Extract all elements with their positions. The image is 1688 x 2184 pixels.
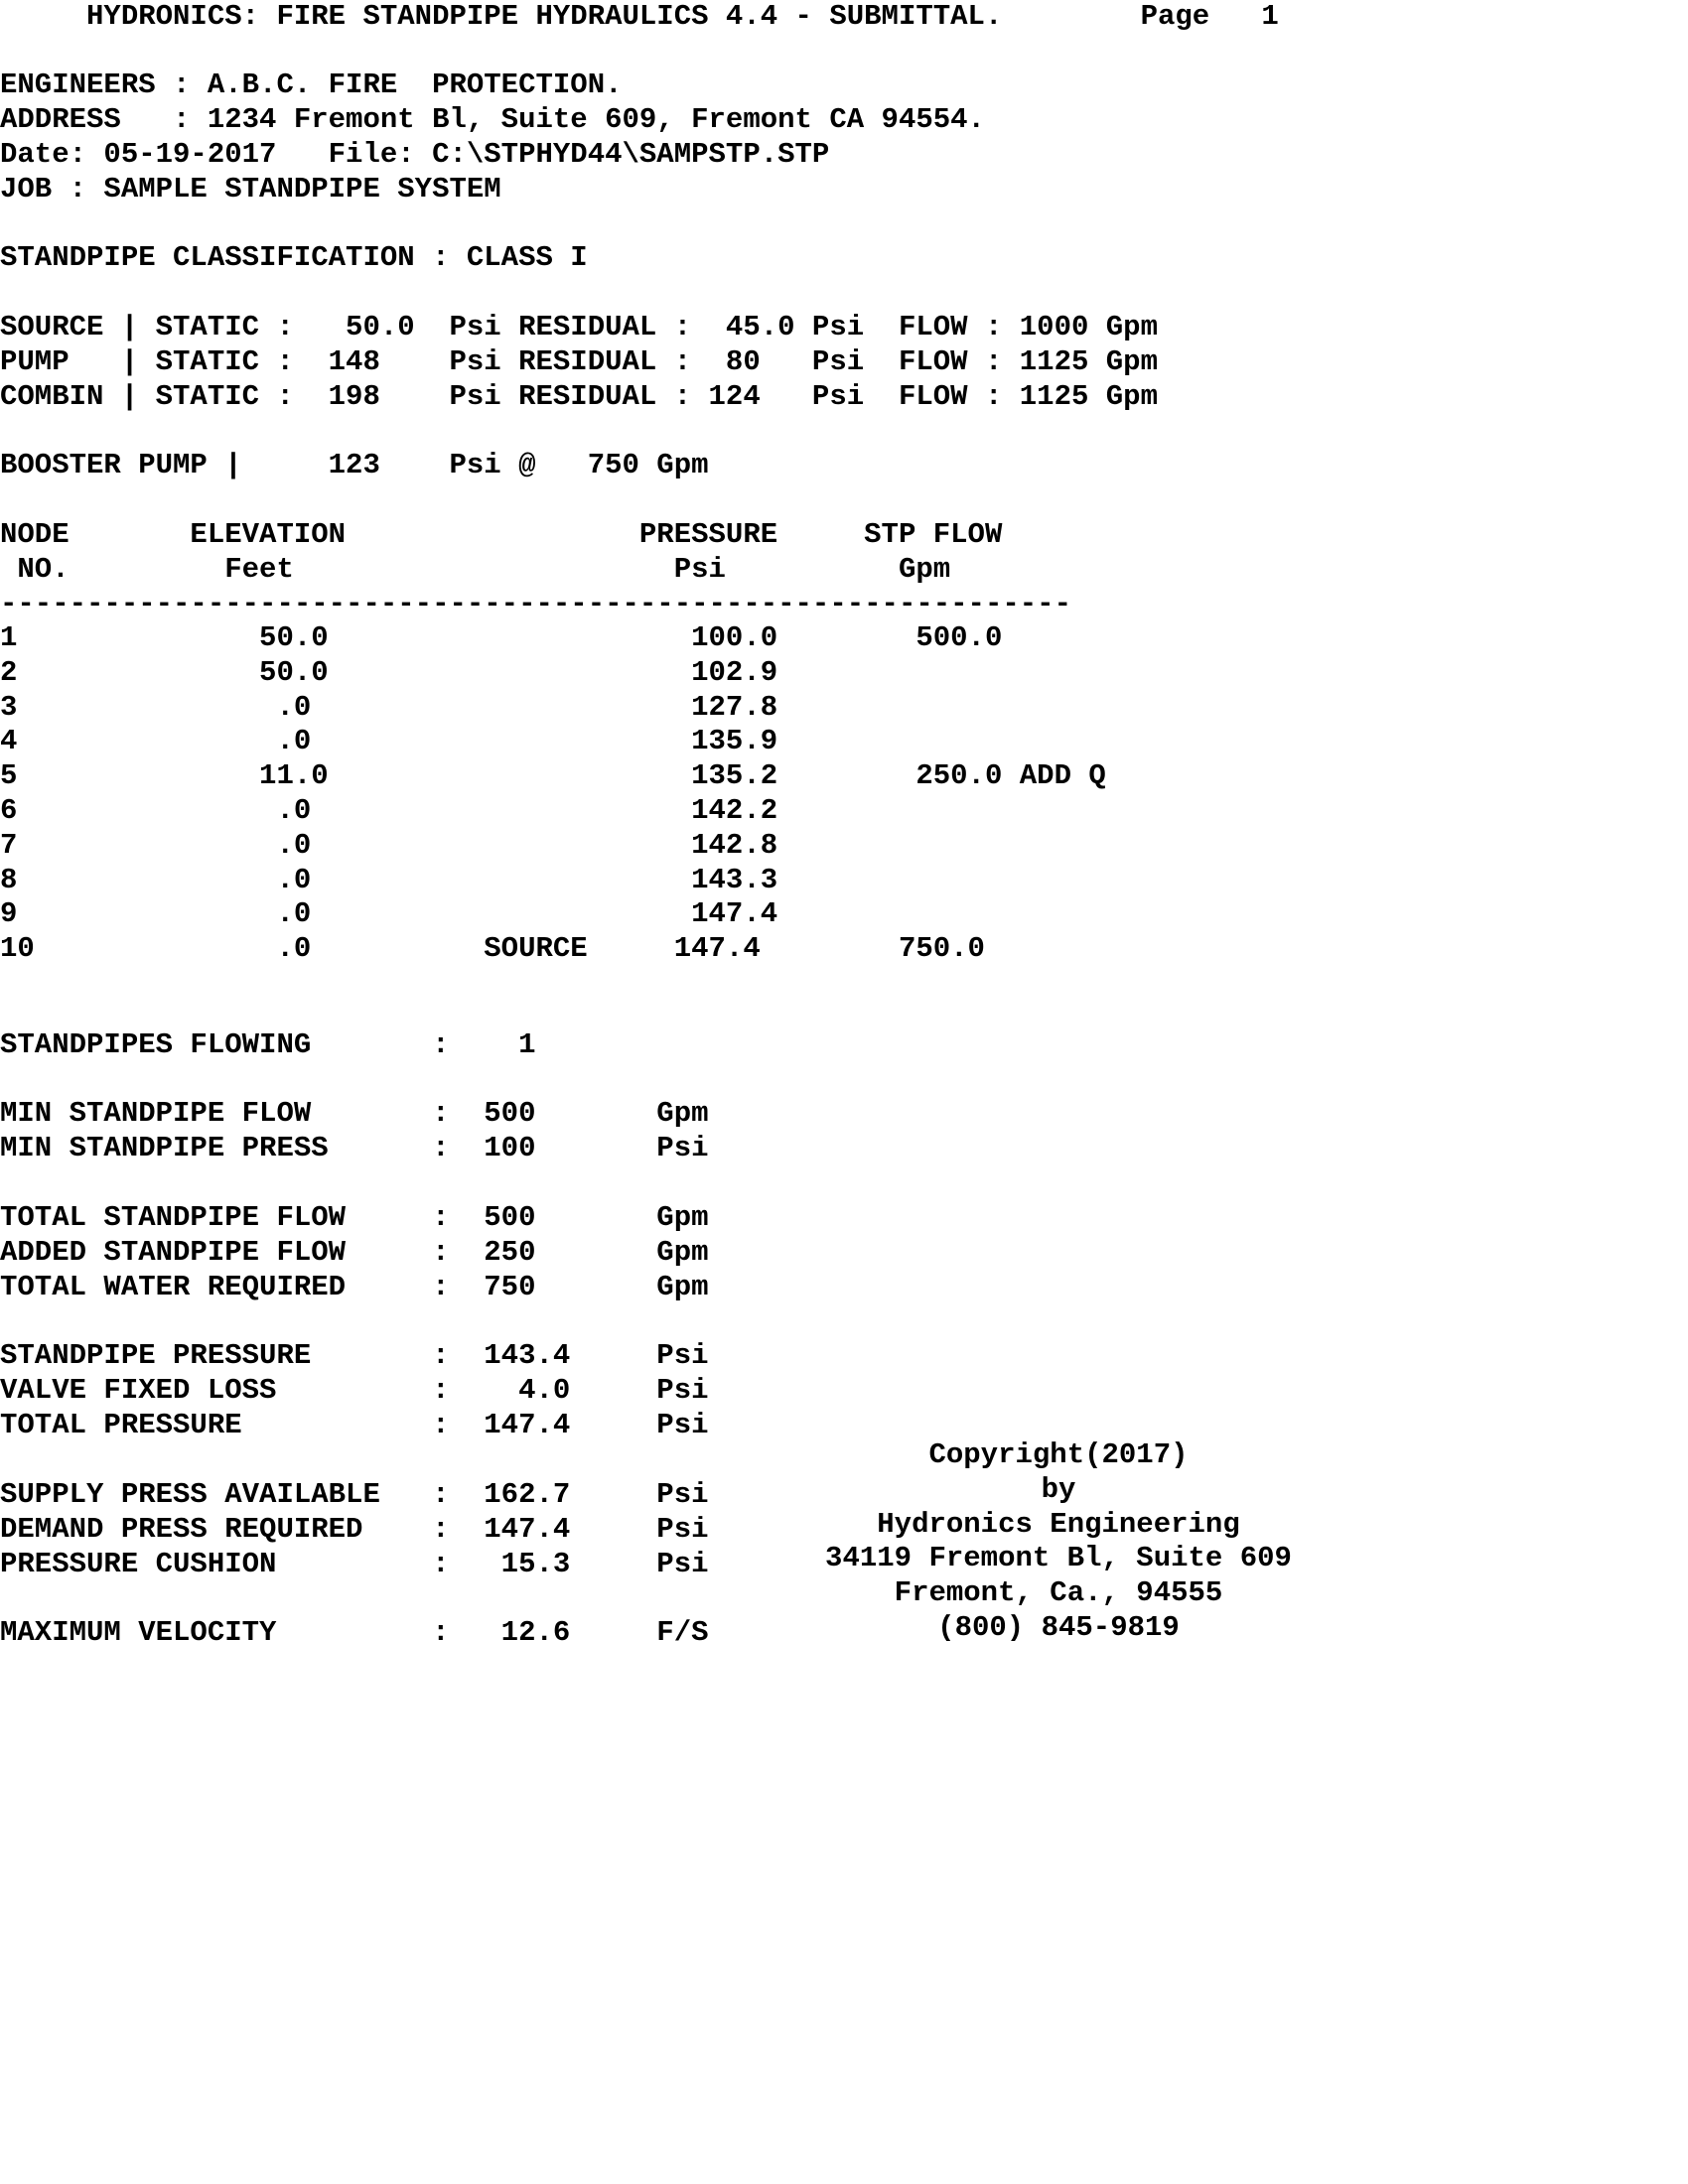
copyright-by: by xyxy=(1041,1472,1076,1506)
min-standpipe-press-line: MIN STANDPIPE PRESS : 100 Psi xyxy=(0,1132,709,1164)
table-row: 4 .0 135.9 xyxy=(0,725,778,758)
table-row: 1 50.0 100.0 500.0 xyxy=(0,621,1003,654)
table-row: 5 11.0 135.2 250.0 ADD Q xyxy=(0,759,1106,793)
total-standpipe-flow-line: TOTAL STANDPIPE FLOW : 500 Gpm xyxy=(0,1201,709,1234)
address-line: ADDRESS : 1234 Fremont Bl, Suite 609, Fremont CA 94554. xyxy=(0,103,985,136)
table-row: 9 .0 147.4 xyxy=(0,897,778,931)
standpipes-flowing-line: STANDPIPES FLOWING : 1 xyxy=(0,1028,536,1061)
pressure-cushion-line: PRESSURE CUSHION : 15.3 Psi xyxy=(0,1548,709,1580)
company-phone: (800) 845-9819 xyxy=(937,1610,1180,1644)
min-standpipe-flow-line: MIN STANDPIPE FLOW : 500 Gpm xyxy=(0,1097,709,1130)
total-water-required-line: TOTAL WATER REQUIRED : 750 Gpm xyxy=(0,1271,709,1303)
maximum-velocity-line: MAXIMUM VELOCITY : 12.6 F/S xyxy=(0,1616,709,1649)
job-line: JOB : SAMPLE STANDPIPE SYSTEM xyxy=(0,173,501,205)
table-row: 8 .0 143.3 xyxy=(0,863,778,896)
table-row: 3 .0 127.8 xyxy=(0,690,778,724)
date-file-line: Date: 05-19-2017 File: C:\STPHYD44\SAMPSTP.STP xyxy=(0,138,830,171)
table-row: 6 .0 142.2 xyxy=(0,794,778,827)
source-supply-line: SOURCE | STATIC : 50.0 Psi RESIDUAL : 45.0 Psi FLOW : 1000 Gpm xyxy=(0,311,1158,343)
report-title: HYDRONICS: FIRE STANDPIPE HYDRAULICS 4.4 - SUBMITTAL. Page 1 xyxy=(0,0,1279,33)
classification-line: STANDPIPE CLASSIFICATION : CLASS I xyxy=(0,241,588,274)
pump-supply-line: PUMP | STATIC : 148 Psi RESIDUAL : 80 Psi FLOW : 1125 Gpm xyxy=(0,345,1158,378)
node-table-header-2: NO. Feet Psi Gpm xyxy=(0,553,951,586)
node-table-header-1: NODE ELEVATION PRESSURE STP FLOW xyxy=(0,518,1003,551)
table-row: 2 50.0 102.9 xyxy=(0,655,778,689)
company-city: Fremont, Ca., 94555 xyxy=(894,1576,1223,1610)
standpipe-pressure-line: STANDPIPE PRESSURE : 143.4 Psi xyxy=(0,1339,709,1372)
company-street: 34119 Fremont Bl, Suite 609 xyxy=(825,1542,1292,1575)
company-name: Hydronics Engineering xyxy=(877,1507,1240,1541)
supply-press-available-line: SUPPLY PRESS AVAILABLE : 162.7 Psi xyxy=(0,1478,709,1511)
demand-press-required-line: DEMAND PRESS REQUIRED : 147.4 Psi xyxy=(0,1513,709,1546)
booster-pump-line: BOOSTER PUMP | 123 Psi @ 750 Gpm xyxy=(0,449,709,481)
node-table-rule: -------------------------------------------------------------- xyxy=(0,588,1071,620)
table-row: 10 .0 SOURCE 147.4 750.0 xyxy=(0,932,985,966)
engineers-line: ENGINEERS : A.B.C. FIRE PROTECTION. xyxy=(0,68,623,101)
added-standpipe-flow-line: ADDED STANDPIPE FLOW : 250 Gpm xyxy=(0,1236,709,1269)
table-row: 7 .0 142.8 xyxy=(0,828,778,862)
total-pressure-line: TOTAL PRESSURE : 147.4 Psi xyxy=(0,1409,709,1441)
combined-supply-line: COMBIN | STATIC : 198 Psi RESIDUAL : 124 Psi FLOW : 1125 Gpm xyxy=(0,380,1158,413)
copyright-line: Copyright(2017) xyxy=(928,1438,1189,1471)
valve-fixed-loss-line: VALVE FIXED LOSS : 4.0 Psi xyxy=(0,1374,709,1407)
copyright-block xyxy=(824,1438,1293,1646)
